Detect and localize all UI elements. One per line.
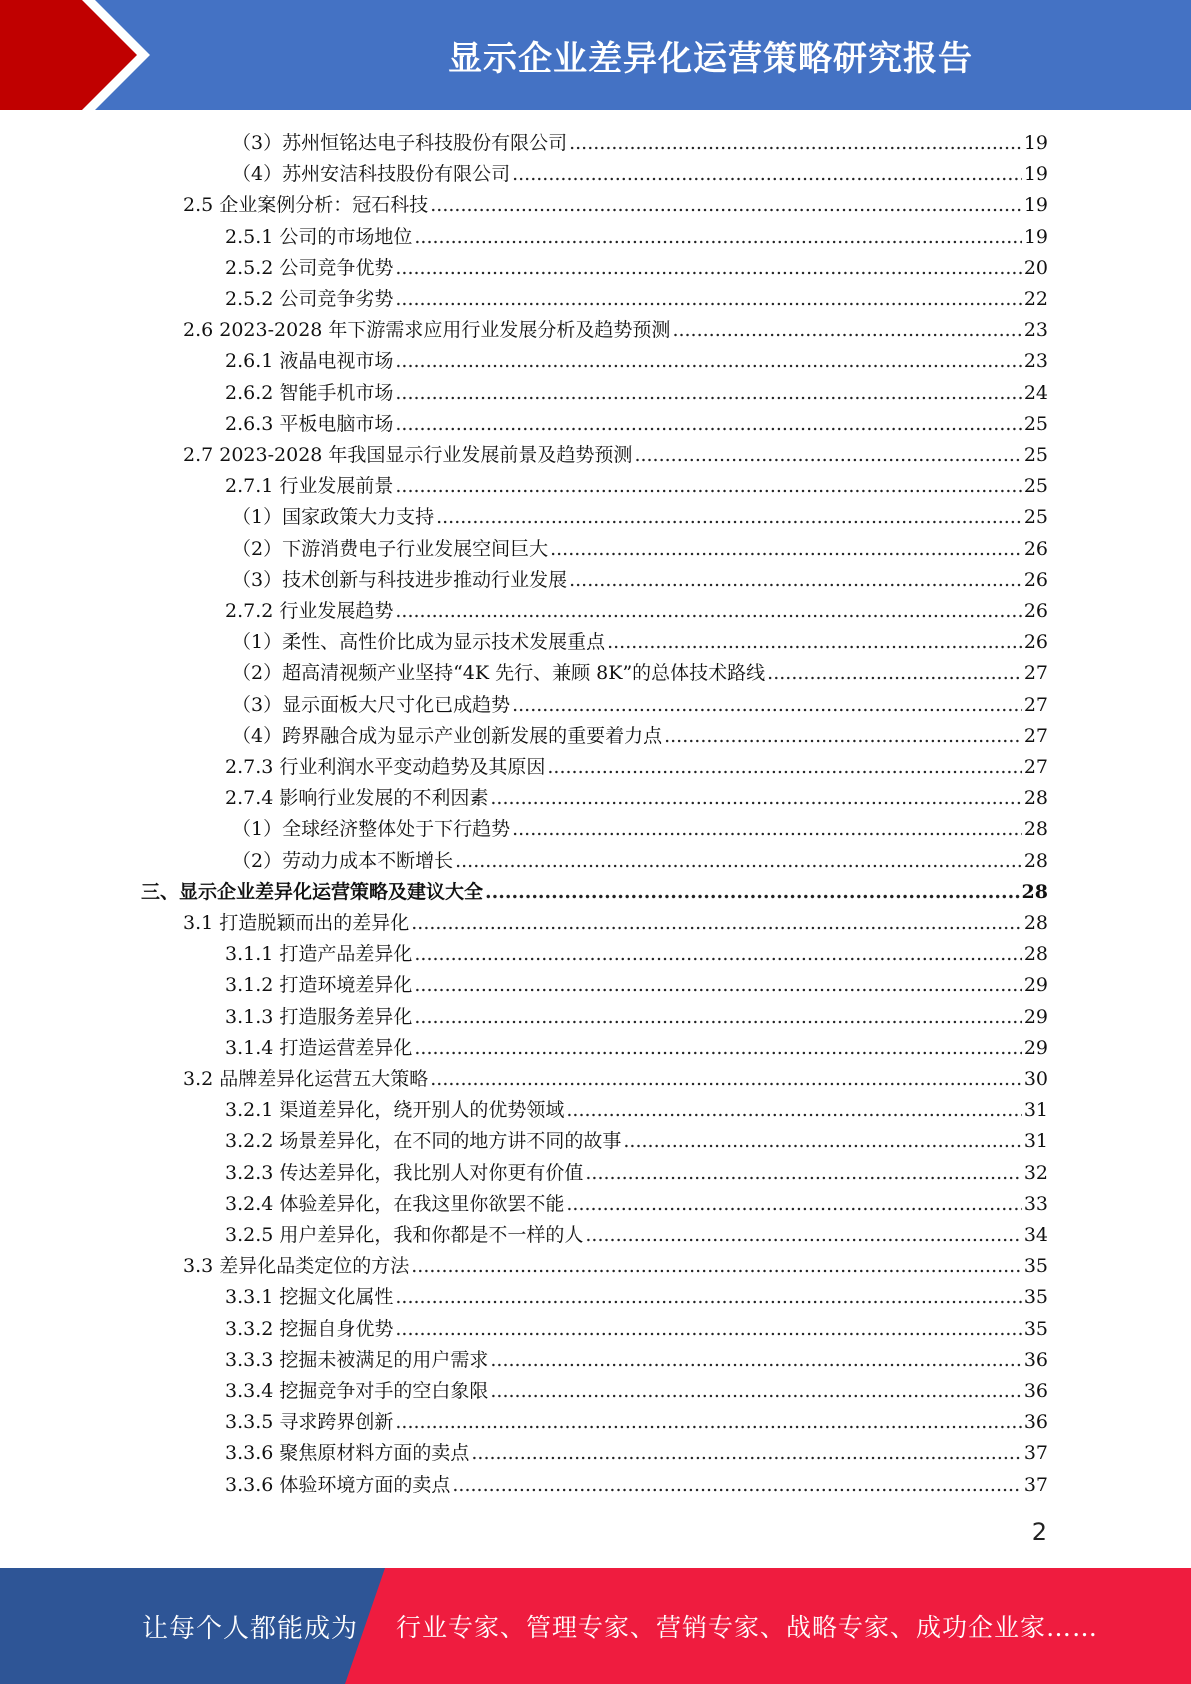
toc-dot-leader bbox=[436, 502, 1022, 533]
toc-dot-leader bbox=[395, 346, 1021, 377]
toc-entry-label: 3.3.6 聚焦原材料方面的卖点 bbox=[225, 1442, 470, 1465]
toc-entry[interactable] bbox=[232, 846, 1048, 877]
toc-entry-label: 3.1.2 打造环境差异化 bbox=[225, 974, 413, 997]
toc-entry-page: 25 bbox=[1023, 506, 1048, 529]
toc-entry-label: 3.3.6 体验环境方面的卖点 bbox=[225, 1473, 451, 1496]
toc-entry-label: 3.3.2 挖掘自身优势 bbox=[225, 1317, 394, 1340]
header-chevron-icon bbox=[0, 0, 160, 110]
toc-dot-leader bbox=[485, 877, 1020, 908]
toc-entry-page: 22 bbox=[1023, 288, 1048, 310]
toc-dot-leader bbox=[395, 409, 1021, 440]
toc-entry-label: 2.5.2 公司竞争劣势 bbox=[225, 288, 394, 310]
toc-entry[interactable] bbox=[225, 1126, 1048, 1157]
toc-entry-label: 3.3.4 挖掘竞争对手的空白象限 bbox=[225, 1380, 489, 1402]
toc-entry-page: 19 bbox=[1023, 163, 1048, 186]
toc-entry-page: 27 bbox=[1023, 756, 1048, 778]
toc-dot-leader bbox=[395, 1314, 1021, 1345]
toc-dot-leader bbox=[569, 128, 1022, 159]
toc-entry[interactable] bbox=[225, 1095, 1048, 1126]
toc-entry[interactable] bbox=[225, 783, 1048, 814]
toc-entry-label: 3.1.1 打造产品差异化 bbox=[225, 943, 413, 966]
toc-entry-page: 25 bbox=[1023, 412, 1048, 435]
toc-entry[interactable] bbox=[225, 222, 1048, 253]
toc-entry-label: 3.3.1 挖掘文化属性 bbox=[225, 1286, 394, 1309]
toc-entry-label: 2.6.3 平板电脑市场 bbox=[225, 412, 394, 435]
toc-entry-page: 26 bbox=[1023, 537, 1048, 560]
toc-entry[interactable] bbox=[225, 1158, 1048, 1189]
toc-entry-label: 3.1.3 打造服务差异化 bbox=[225, 1005, 413, 1028]
toc-entry-page: 37 bbox=[1023, 1473, 1048, 1496]
toc-entry-page: 29 bbox=[1023, 974, 1048, 997]
toc-dot-leader bbox=[566, 1189, 1021, 1220]
toc-dot-leader bbox=[395, 284, 1021, 315]
toc-dot-leader bbox=[512, 690, 1022, 721]
toc-dot-leader bbox=[550, 534, 1022, 565]
toc-dot-leader bbox=[569, 565, 1022, 596]
toc-dot-leader bbox=[471, 1438, 1021, 1469]
toc-entry-page: 29 bbox=[1023, 1036, 1048, 1059]
toc-entry-label: 2.6.1 液晶电视市场 bbox=[225, 350, 394, 373]
toc-entry[interactable] bbox=[225, 1220, 1048, 1251]
toc-entry[interactable] bbox=[183, 440, 1048, 471]
toc-entry-page: 32 bbox=[1023, 1161, 1048, 1184]
toc-entry-page: 37 bbox=[1023, 1442, 1048, 1465]
toc-entry[interactable] bbox=[225, 346, 1048, 377]
toc-entry[interactable] bbox=[225, 1438, 1048, 1469]
toc-entry-label: （4）苏州安洁科技股份有限公司 bbox=[232, 163, 511, 186]
toc-dot-leader bbox=[607, 627, 1022, 658]
toc-dot-leader bbox=[512, 814, 1022, 845]
toc-dot-leader bbox=[490, 1376, 1021, 1407]
toc-entry[interactable] bbox=[183, 190, 1048, 221]
toc-entry[interactable] bbox=[183, 908, 1048, 939]
toc-entry-page: 25 bbox=[1023, 444, 1048, 466]
toc-entry[interactable] bbox=[225, 939, 1048, 970]
toc-entry-label: 2.6.2 智能手机市场 bbox=[225, 381, 394, 404]
toc-entry-page: 19 bbox=[1023, 132, 1048, 154]
toc-entry[interactable] bbox=[225, 284, 1048, 315]
toc-entry[interactable] bbox=[232, 721, 1048, 752]
toc-entry-label: 3.3.3 挖掘未被满足的用户需求 bbox=[225, 1348, 489, 1371]
toc-dot-leader bbox=[585, 1220, 1021, 1251]
toc-dot-leader bbox=[395, 253, 1021, 284]
toc-dot-leader bbox=[395, 378, 1021, 409]
toc-entry-label: 3.1 打造脱颖而出的差异化 bbox=[183, 912, 410, 934]
toc-entry[interactable] bbox=[225, 1189, 1048, 1220]
toc-entry[interactable] bbox=[225, 1376, 1048, 1407]
toc-entry[interactable] bbox=[225, 1314, 1048, 1345]
toc-dot-leader bbox=[430, 190, 1022, 221]
toc-entry-page: 26 bbox=[1023, 631, 1048, 654]
toc-entry[interactable] bbox=[225, 596, 1048, 627]
toc-entry[interactable] bbox=[225, 1033, 1048, 1064]
toc-entry[interactable] bbox=[225, 378, 1048, 409]
toc-dot-leader bbox=[547, 752, 1021, 783]
toc-entry[interactable] bbox=[225, 970, 1048, 1001]
toc-entry[interactable] bbox=[232, 159, 1048, 190]
toc-entry-page: 34 bbox=[1023, 1224, 1048, 1246]
toc-entry-label: 3.2.3 传达差异化，我比别人对你更有价值 bbox=[225, 1161, 584, 1184]
report-title: 显示企业差异化运营策略研究报告 bbox=[448, 38, 973, 79]
toc-entry[interactable] bbox=[232, 534, 1048, 565]
toc-entry-label: 2.5.2 公司竞争优势 bbox=[225, 256, 394, 279]
toc-entry-label: （3）显示面板大尺寸化已成趋势 bbox=[232, 693, 511, 716]
toc-entry-page: 35 bbox=[1023, 1286, 1048, 1309]
toc-dot-leader bbox=[455, 846, 1022, 877]
toc-dot-leader bbox=[452, 1470, 1021, 1501]
toc-entry-label: 2.7.3 行业利润水平变动趋势及其原因 bbox=[225, 756, 546, 778]
toc-entry-page: 35 bbox=[1023, 1317, 1048, 1340]
toc-entry[interactable] bbox=[225, 409, 1048, 440]
toc-dot-leader bbox=[395, 1407, 1021, 1438]
toc-entry-page: 36 bbox=[1023, 1380, 1048, 1402]
page-number: 2 bbox=[1031, 1518, 1047, 1546]
toc-entry-page: 26 bbox=[1023, 600, 1048, 622]
toc-entry-label: 2.7 2023-2028 年我国显示行业发展前景及趋势预测 bbox=[183, 444, 633, 466]
toc-dot-leader bbox=[414, 970, 1021, 1001]
toc-entry-page: 36 bbox=[1023, 1411, 1048, 1434]
toc-entry-label: 3.2.2 场景差异化，在不同的地方讲不同的故事 bbox=[225, 1130, 622, 1153]
toc-entry-label: 3.1.4 打造运营差异化 bbox=[225, 1036, 413, 1059]
toc-entry-page: 27 bbox=[1023, 693, 1048, 716]
toc-dot-leader bbox=[490, 783, 1021, 814]
toc-entry-label: （1）全球经济整体处于下行趋势 bbox=[232, 818, 511, 841]
toc-entry-label: （4）跨界融合成为显示产业创新发展的重要着力点 bbox=[232, 724, 663, 747]
footer-slogan-left: 让每个人都能成为 bbox=[142, 1613, 359, 1644]
toc-dot-leader bbox=[430, 1064, 1022, 1095]
toc-entry[interactable] bbox=[232, 128, 1048, 159]
toc-entry-label: （2）超高清视频产业坚持“4K 先行、兼顾 8K”的总体技术路线 bbox=[232, 662, 766, 685]
toc-dot-leader bbox=[411, 1251, 1022, 1282]
toc-entry-label: 2.5 企业案例分析：冠石科技 bbox=[183, 194, 429, 217]
toc-entry-label: 3.2.4 体验差异化，在我这里你欲罢不能 bbox=[225, 1192, 565, 1215]
toc-dot-leader bbox=[623, 1126, 1021, 1157]
page-footer bbox=[0, 1568, 1191, 1684]
toc-entry-label: （1）国家政策大力支持 bbox=[232, 506, 435, 529]
toc-entry-page: 25 bbox=[1023, 475, 1048, 498]
toc-dot-leader bbox=[411, 908, 1022, 939]
toc-dot-leader bbox=[767, 658, 1022, 689]
toc-entry-page: 28 bbox=[1021, 880, 1048, 903]
toc-entry[interactable] bbox=[225, 752, 1048, 783]
toc-entry-page: 28 bbox=[1023, 943, 1048, 966]
toc-entry[interactable] bbox=[232, 658, 1048, 689]
toc-dot-leader bbox=[490, 1345, 1021, 1376]
page-header bbox=[0, 0, 1191, 110]
toc-entry[interactable] bbox=[225, 1345, 1048, 1376]
toc-entry[interactable] bbox=[225, 253, 1048, 284]
toc-entry[interactable] bbox=[225, 1470, 1048, 1501]
toc-entry[interactable] bbox=[183, 1251, 1048, 1282]
toc-entry-label: 2.5.1 公司的市场地位 bbox=[225, 225, 413, 248]
toc-dot-leader bbox=[634, 440, 1021, 471]
toc-entry-page: 26 bbox=[1023, 568, 1048, 591]
toc-entry-page: 23 bbox=[1023, 350, 1048, 373]
toc-dot-leader bbox=[414, 222, 1021, 253]
toc-entry-label: 2.6 2023-2028 年下游需求应用行业发展分析及趋势预测 bbox=[183, 319, 671, 342]
toc-entry[interactable] bbox=[232, 502, 1048, 533]
toc-dot-leader bbox=[414, 1033, 1021, 1064]
toc-entry-label: 3.3.5 寻求跨界创新 bbox=[225, 1411, 394, 1434]
toc-dot-leader bbox=[585, 1158, 1021, 1189]
toc-entry-page: 19 bbox=[1023, 194, 1048, 217]
toc-entry[interactable] bbox=[225, 471, 1048, 502]
toc-dot-leader bbox=[512, 159, 1022, 190]
toc-entry-label: 2.7.2 行业发展趋势 bbox=[225, 600, 394, 622]
toc-entry-page: 20 bbox=[1023, 256, 1048, 279]
toc-entry[interactable] bbox=[232, 690, 1048, 721]
toc-dot-leader bbox=[395, 471, 1021, 502]
toc-entry-label: 3.3 差异化品类定位的方法 bbox=[183, 1255, 410, 1278]
toc-entry[interactable] bbox=[232, 627, 1048, 658]
toc-entry-label: 3.2.5 用户差异化，我和你都是不一样的人 bbox=[225, 1224, 584, 1246]
toc-entry-page: 24 bbox=[1023, 381, 1048, 404]
toc-entry-page: 28 bbox=[1023, 787, 1048, 810]
toc-entry-label: 三、显示企业差异化运营策略及建议大全 bbox=[141, 880, 484, 903]
toc-entry-page: 28 bbox=[1023, 818, 1048, 841]
toc-dot-leader bbox=[664, 721, 1022, 752]
toc-entry[interactable] bbox=[232, 814, 1048, 845]
toc-entry-page: 33 bbox=[1023, 1192, 1048, 1215]
toc-entry[interactable] bbox=[225, 1002, 1048, 1033]
toc-entry-label: （3）苏州恒铭达电子科技股份有限公司 bbox=[232, 132, 568, 154]
toc-entry[interactable] bbox=[141, 877, 1048, 908]
toc-dot-leader bbox=[395, 1282, 1021, 1313]
toc-entry-label: （2）下游消费电子行业发展空间巨大 bbox=[232, 537, 549, 560]
toc-dot-leader bbox=[566, 1095, 1021, 1126]
toc-entry-page: 27 bbox=[1023, 662, 1048, 685]
footer-slogan-right: 行业专家、管理专家、营销专家、战略专家、成功企业家…… bbox=[396, 1613, 1099, 1642]
toc-dot-leader bbox=[672, 315, 1021, 346]
toc-dot-leader bbox=[414, 1002, 1021, 1033]
toc-entry-label: （3）技术创新与科技进步推动行业发展 bbox=[232, 568, 568, 591]
toc-entry-page: 36 bbox=[1023, 1348, 1048, 1371]
toc-entry[interactable] bbox=[225, 1407, 1048, 1438]
toc-entry-label: （2）劳动力成本不断增长 bbox=[232, 849, 454, 872]
toc-entry[interactable] bbox=[225, 1282, 1048, 1313]
toc-entry-page: 31 bbox=[1023, 1099, 1048, 1122]
toc-entry-label: 2.7.4 影响行业发展的不利因素 bbox=[225, 787, 489, 810]
toc-dot-leader bbox=[395, 596, 1021, 627]
toc-entry-page: 28 bbox=[1023, 849, 1048, 872]
toc-entry-page: 35 bbox=[1023, 1255, 1048, 1278]
toc-entry[interactable] bbox=[183, 315, 1048, 346]
toc-entry-page: 30 bbox=[1023, 1068, 1048, 1090]
toc-entry-label: 3.2 品牌差异化运营五大策略 bbox=[183, 1068, 429, 1090]
toc-entry[interactable] bbox=[232, 565, 1048, 596]
toc-entry-page: 19 bbox=[1023, 225, 1048, 248]
toc-entry[interactable] bbox=[183, 1064, 1048, 1095]
toc-entry-label: 2.7.1 行业发展前景 bbox=[225, 475, 394, 498]
toc-entry-page: 28 bbox=[1023, 912, 1048, 934]
toc-dot-leader bbox=[414, 939, 1021, 970]
toc-entry-page: 23 bbox=[1023, 319, 1048, 342]
toc-entry-page: 31 bbox=[1023, 1130, 1048, 1153]
toc-entry-label: 3.2.1 渠道差异化，绕开别人的优势领域 bbox=[225, 1099, 565, 1122]
toc-entry-page: 29 bbox=[1023, 1005, 1048, 1028]
toc-entry-page: 27 bbox=[1023, 724, 1048, 747]
toc-entry-label: （1）柔性、高性价比成为显示技术发展重点 bbox=[232, 631, 606, 654]
